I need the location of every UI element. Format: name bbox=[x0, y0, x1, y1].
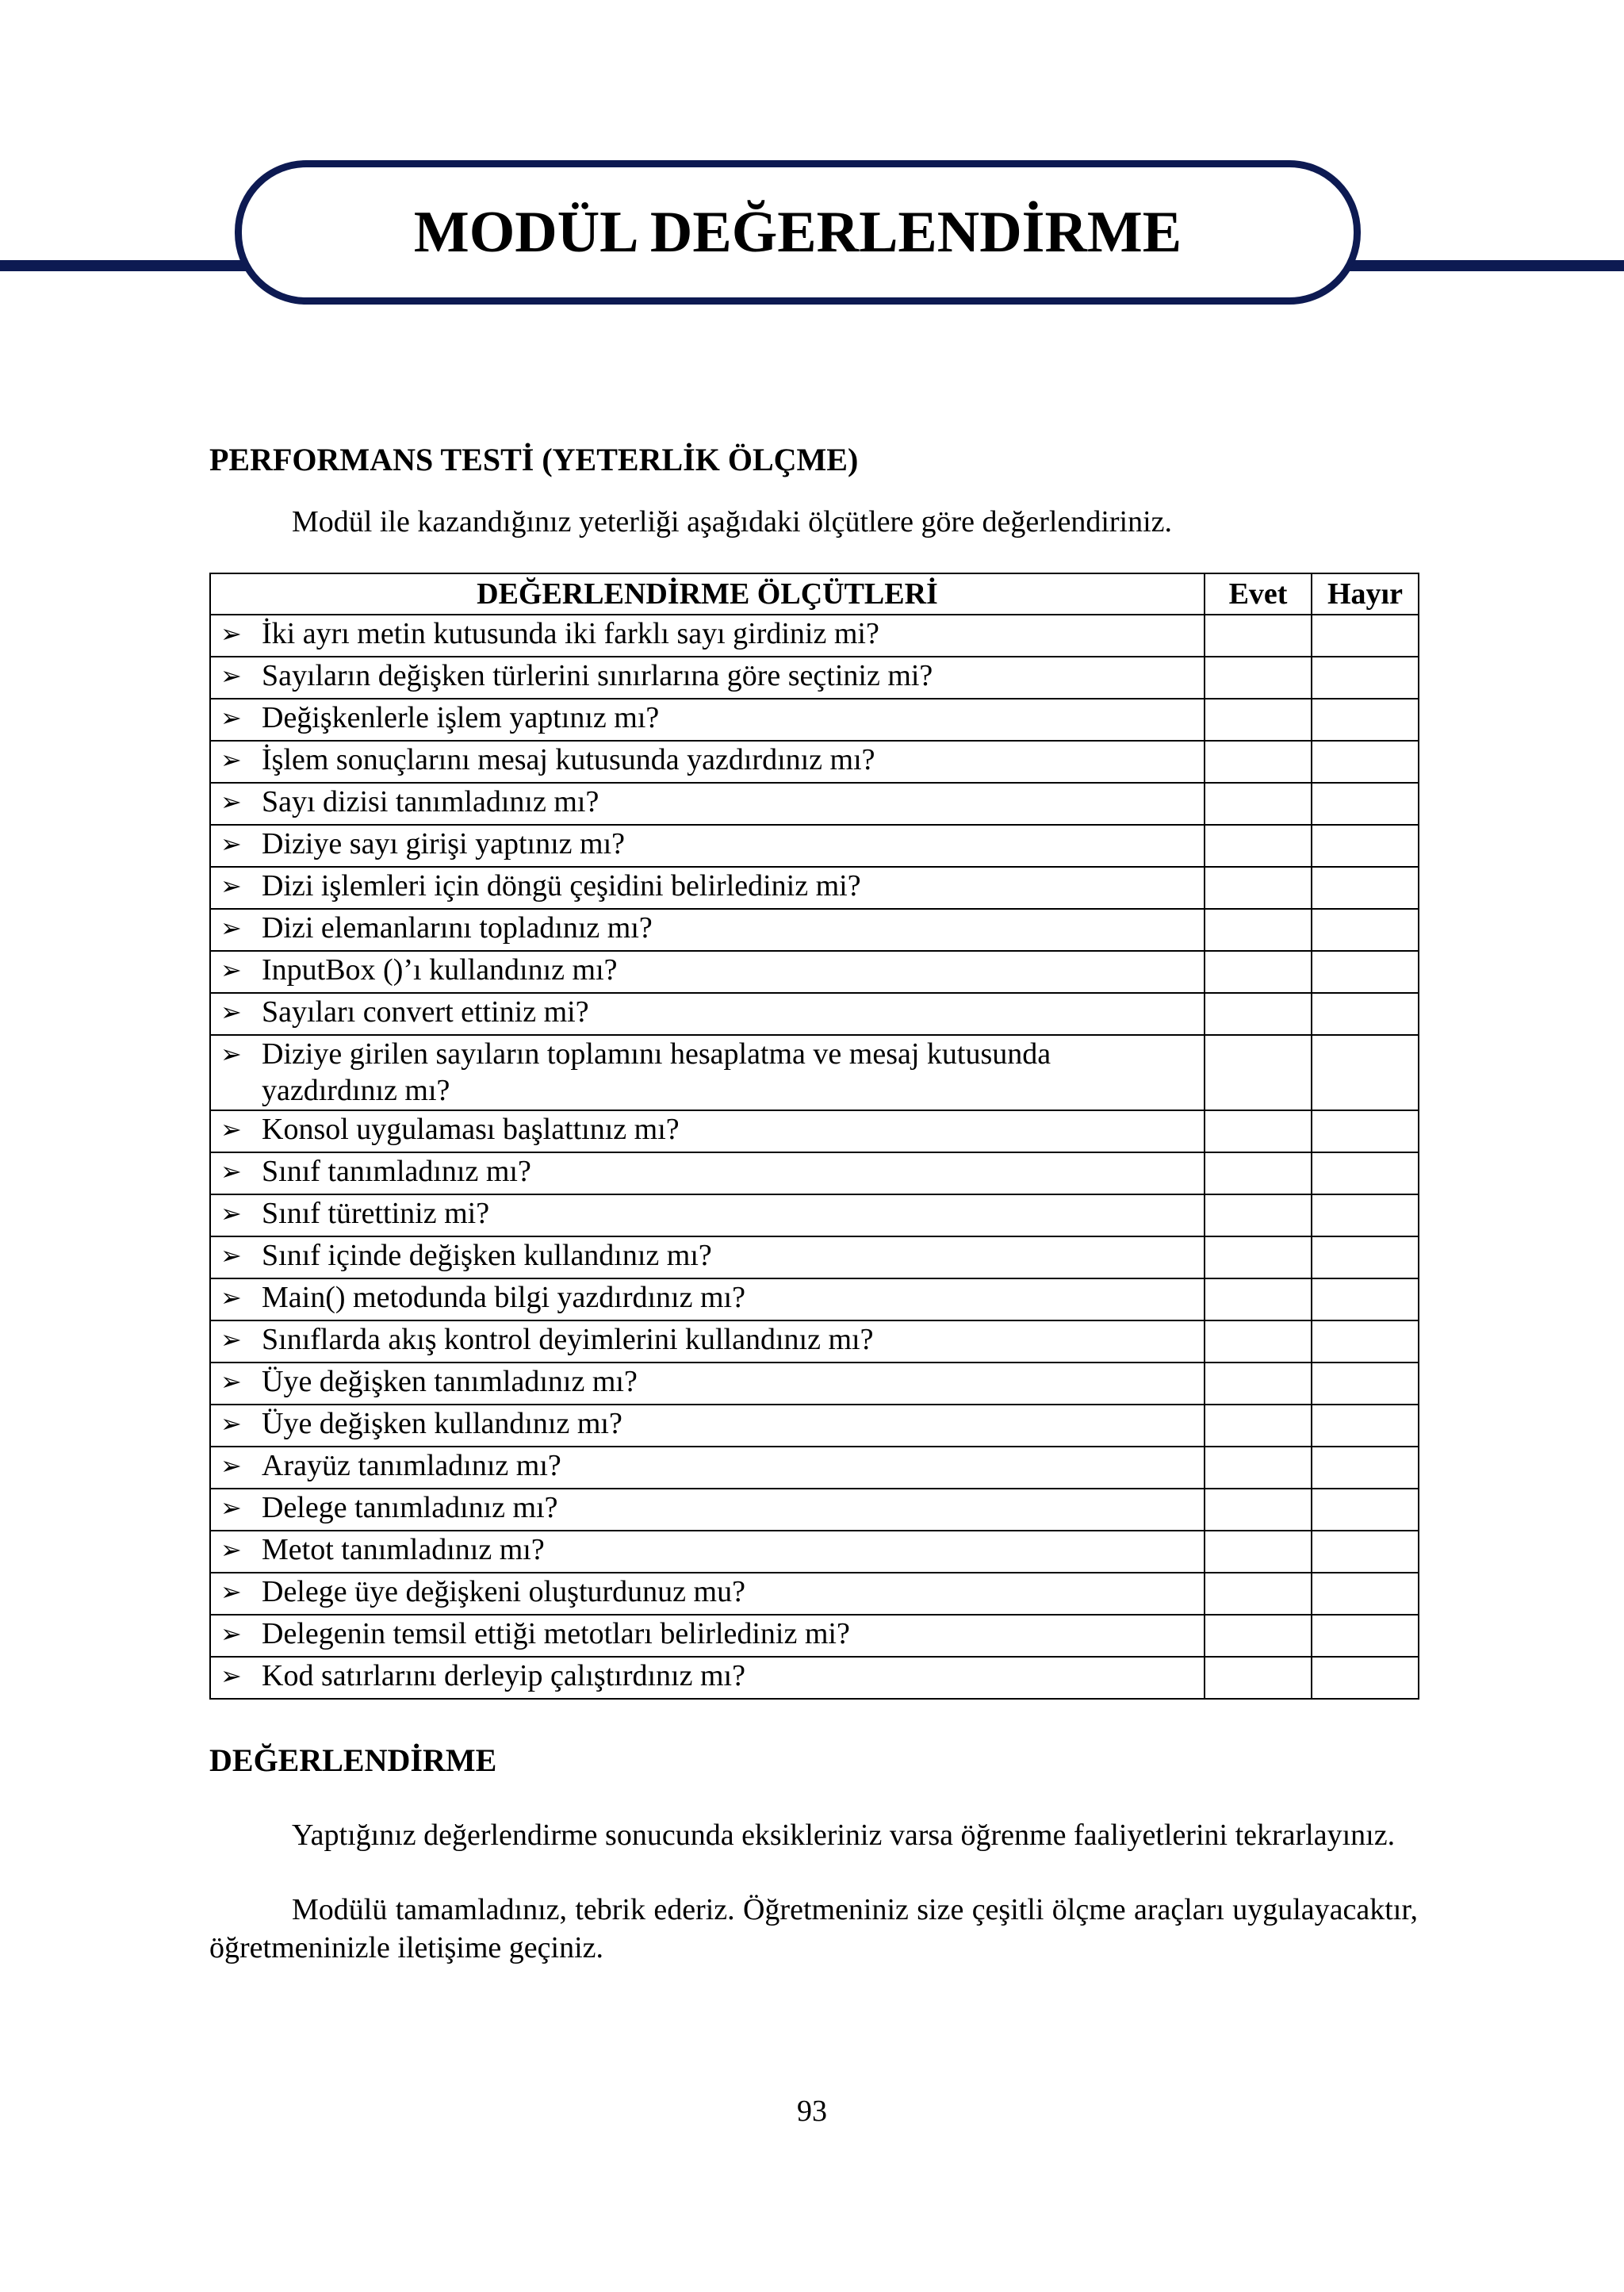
criterion-text: Main() metodunda bilgi yazdırdınız mı? bbox=[262, 1281, 745, 1314]
arrow-bullet-icon: ➢ bbox=[220, 661, 242, 691]
no-checkbox-cell[interactable] bbox=[1312, 1236, 1419, 1278]
performance-test-heading: PERFORMANS TESTİ (YETERLİK ÖLÇME) bbox=[209, 442, 859, 477]
page-title: MODÜL DEĞERLENDİRME bbox=[413, 199, 1182, 265]
yes-checkbox-cell[interactable] bbox=[1205, 867, 1312, 909]
criterion-text: Konsol uygulaması başlattınız mı? bbox=[262, 1113, 680, 1146]
arrow-bullet-icon: ➢ bbox=[220, 703, 242, 733]
table-row bbox=[210, 993, 1419, 1035]
yes-checkbox-cell[interactable] bbox=[1205, 1405, 1312, 1447]
no-checkbox-cell[interactable] bbox=[1312, 1573, 1419, 1615]
arrow-bullet-icon: ➢ bbox=[220, 1156, 242, 1186]
yes-checkbox-cell[interactable] bbox=[1205, 1110, 1312, 1152]
no-checkbox-cell[interactable] bbox=[1312, 615, 1419, 657]
table-row bbox=[210, 1657, 1419, 1699]
criterion-text: Sayıların değişken türlerini sınırlarına göre seçtiniz mi? bbox=[262, 659, 933, 692]
table-row bbox=[210, 867, 1419, 909]
yes-checkbox-cell[interactable] bbox=[1205, 909, 1312, 951]
no-checkbox-cell[interactable] bbox=[1312, 741, 1419, 783]
criterion-text: Kod satırlarını derleyip çalıştırdınız mı? bbox=[262, 1659, 745, 1692]
table-row bbox=[210, 1405, 1419, 1447]
criterion-text: Diziye sayı girişi yaptınız mı? bbox=[262, 827, 626, 860]
no-checkbox-cell[interactable] bbox=[1312, 1531, 1419, 1573]
criterion-cell bbox=[210, 1278, 1205, 1320]
table-row bbox=[210, 1152, 1419, 1194]
no-checkbox-cell[interactable] bbox=[1312, 993, 1419, 1035]
evaluation-paragraph-1: Yaptığınız değerlendirme sonucunda eksikleriniz varsa öğrenme faaliyetlerini tekrarlayınız. bbox=[292, 1819, 1396, 1852]
criterion-cell bbox=[210, 699, 1205, 741]
arrow-bullet-icon: ➢ bbox=[220, 1493, 242, 1523]
no-checkbox-cell[interactable] bbox=[1312, 1320, 1419, 1363]
yes-checkbox-cell[interactable] bbox=[1205, 1035, 1312, 1110]
arrow-bullet-icon: ➢ bbox=[220, 1282, 242, 1313]
criteria-table bbox=[209, 573, 1419, 1700]
arrow-bullet-icon: ➢ bbox=[220, 1366, 242, 1397]
table-row bbox=[210, 825, 1419, 867]
table-row bbox=[210, 1236, 1419, 1278]
table-row bbox=[210, 1110, 1419, 1152]
criterion-cell bbox=[210, 615, 1205, 657]
yes-checkbox-cell[interactable] bbox=[1205, 615, 1312, 657]
criterion-text: Delege tanımladınız mı? bbox=[262, 1491, 558, 1524]
criterion-cell bbox=[210, 825, 1205, 867]
table-row bbox=[210, 783, 1419, 825]
criteria-column-header: DEĞERLENDİRME ÖLÇÜTLERİ bbox=[210, 573, 1205, 615]
criterion-cell bbox=[210, 1152, 1205, 1194]
yes-checkbox-cell[interactable] bbox=[1205, 1194, 1312, 1236]
criterion-text: Değişkenlerle işlem yaptınız mı? bbox=[262, 701, 660, 734]
table-row bbox=[210, 657, 1419, 699]
yes-checkbox-cell[interactable] bbox=[1205, 1531, 1312, 1573]
no-checkbox-cell[interactable] bbox=[1312, 699, 1419, 741]
no-checkbox-cell[interactable] bbox=[1312, 825, 1419, 867]
table-row bbox=[210, 1489, 1419, 1531]
criterion-cell bbox=[210, 1236, 1205, 1278]
yes-checkbox-cell[interactable] bbox=[1205, 1657, 1312, 1699]
criterion-cell bbox=[210, 1573, 1205, 1615]
table-header-row bbox=[210, 573, 1419, 615]
evaluation-paragraph-2: Modülü tamamladınız, tebrik ederiz. Öğretmeniniz size çeşitli ölçme araçları uygulayacaktır, öğretmeninizle iletişime geçiniz. bbox=[209, 1893, 1418, 1964]
yes-checkbox-cell[interactable] bbox=[1205, 1278, 1312, 1320]
arrow-bullet-icon: ➢ bbox=[220, 1661, 242, 1691]
table-row bbox=[210, 1194, 1419, 1236]
yes-checkbox-cell[interactable] bbox=[1205, 993, 1312, 1035]
criterion-text: Dizi elemanlarını topladınız mı? bbox=[262, 911, 653, 945]
criterion-cell bbox=[210, 783, 1205, 825]
criterion-text: Metot tanımladınız mı? bbox=[262, 1533, 545, 1566]
criterion-cell bbox=[210, 993, 1205, 1035]
arrow-bullet-icon: ➢ bbox=[220, 745, 242, 775]
no-checkbox-cell[interactable] bbox=[1312, 909, 1419, 951]
criterion-text: Sınıf tanımladınız mı? bbox=[262, 1155, 531, 1188]
yes-checkbox-cell[interactable] bbox=[1205, 699, 1312, 741]
yes-checkbox-cell[interactable] bbox=[1205, 657, 1312, 699]
criterion-text: Sayı dizisi tanımladınız mı? bbox=[262, 785, 599, 818]
criterion-cell bbox=[210, 1405, 1205, 1447]
header-banner bbox=[235, 160, 1361, 305]
criterion-text: Üye değişken kullandınız mı? bbox=[262, 1407, 622, 1440]
no-checkbox-cell[interactable] bbox=[1312, 1657, 1419, 1699]
criterion-cell bbox=[210, 1035, 1205, 1110]
table-row bbox=[210, 1447, 1419, 1489]
arrow-bullet-icon: ➢ bbox=[220, 1324, 242, 1355]
arrow-bullet-icon: ➢ bbox=[220, 1114, 242, 1144]
criterion-text: Arayüz tanımladınız mı? bbox=[262, 1449, 561, 1482]
criterion-cell bbox=[210, 1615, 1205, 1657]
arrow-bullet-icon: ➢ bbox=[220, 1451, 242, 1481]
arrow-bullet-icon: ➢ bbox=[220, 1198, 242, 1228]
no-checkbox-cell[interactable] bbox=[1312, 951, 1419, 993]
yes-checkbox-cell[interactable] bbox=[1205, 1615, 1312, 1657]
criterion-text: İki ayrı metin kutusunda iki farklı sayı girdiniz mi? bbox=[262, 617, 879, 650]
arrow-bullet-icon: ➢ bbox=[220, 1619, 242, 1649]
yes-checkbox-cell[interactable] bbox=[1205, 1236, 1312, 1278]
page-number: 93 bbox=[797, 2095, 827, 2128]
criterion-cell bbox=[210, 1363, 1205, 1405]
arrow-bullet-icon: ➢ bbox=[220, 955, 242, 985]
criterion-text: Delegenin temsil ettiği metotları belirlediniz mi? bbox=[262, 1617, 850, 1650]
table-row bbox=[210, 1035, 1419, 1110]
table-row bbox=[210, 699, 1419, 741]
criterion-cell bbox=[210, 951, 1205, 993]
performance-test-intro: Modül ile kazandığınız yeterliği aşağıdaki ölçütlere göre değerlendiriniz. bbox=[292, 505, 1173, 539]
table-row bbox=[210, 615, 1419, 657]
arrow-bullet-icon: ➢ bbox=[220, 913, 242, 943]
table-row bbox=[210, 1573, 1419, 1615]
criterion-text: Üye değişken tanımladınız mı? bbox=[262, 1365, 638, 1398]
criterion-cell bbox=[210, 1657, 1205, 1699]
criterion-cell bbox=[210, 909, 1205, 951]
arrow-bullet-icon: ➢ bbox=[220, 1535, 242, 1565]
evaluation-heading: DEĞERLENDİRME bbox=[209, 1742, 497, 1778]
table-row bbox=[210, 1531, 1419, 1573]
arrow-bullet-icon: ➢ bbox=[220, 619, 242, 649]
no-checkbox-cell[interactable] bbox=[1312, 1278, 1419, 1320]
criterion-text: Dizi işlemleri için döngü çeşidini belirlediniz mi? bbox=[262, 869, 861, 903]
criterion-cell bbox=[210, 1531, 1205, 1573]
criterion-cell bbox=[210, 1320, 1205, 1363]
criterion-text: InputBox ()’ı kullandınız mı? bbox=[262, 953, 618, 987]
criterion-cell bbox=[210, 1110, 1205, 1152]
yes-column-header: Evet bbox=[1205, 573, 1312, 615]
criterion-text: İşlem sonuçlarını mesaj kutusunda yazdırdınız mı? bbox=[262, 743, 875, 776]
no-checkbox-cell[interactable] bbox=[1312, 1110, 1419, 1152]
criterion-text: Sınıf türettiniz mi? bbox=[262, 1197, 490, 1230]
criterion-cell bbox=[210, 657, 1205, 699]
arrow-bullet-icon: ➢ bbox=[220, 871, 242, 901]
no-checkbox-cell[interactable] bbox=[1312, 1405, 1419, 1447]
yes-checkbox-cell[interactable] bbox=[1205, 1447, 1312, 1489]
no-checkbox-cell[interactable] bbox=[1312, 1363, 1419, 1405]
no-checkbox-cell[interactable] bbox=[1312, 1489, 1419, 1531]
criterion-cell bbox=[210, 1489, 1205, 1531]
arrow-bullet-icon: ➢ bbox=[220, 1039, 242, 1069]
yes-checkbox-cell[interactable] bbox=[1205, 951, 1312, 993]
no-checkbox-cell[interactable] bbox=[1312, 1152, 1419, 1194]
criterion-text: Sınıflarda akış kontrol deyimlerini kullandınız mı? bbox=[262, 1323, 874, 1356]
arrow-bullet-icon: ➢ bbox=[220, 829, 242, 859]
no-checkbox-cell[interactable] bbox=[1312, 1615, 1419, 1657]
criteria-table-body bbox=[210, 615, 1419, 1699]
yes-checkbox-cell[interactable] bbox=[1205, 783, 1312, 825]
yes-checkbox-cell[interactable] bbox=[1205, 1320, 1312, 1363]
table-row bbox=[210, 1615, 1419, 1657]
yes-checkbox-cell[interactable] bbox=[1205, 1489, 1312, 1531]
arrow-bullet-icon: ➢ bbox=[220, 787, 242, 817]
table-row bbox=[210, 909, 1419, 951]
table-row bbox=[210, 951, 1419, 993]
yes-checkbox-cell[interactable] bbox=[1205, 825, 1312, 867]
arrow-bullet-icon: ➢ bbox=[220, 1409, 242, 1439]
yes-checkbox-cell[interactable] bbox=[1205, 1573, 1312, 1615]
arrow-bullet-icon: ➢ bbox=[220, 1240, 242, 1271]
no-checkbox-cell[interactable] bbox=[1312, 1447, 1419, 1489]
table-row bbox=[210, 1278, 1419, 1320]
no-checkbox-cell[interactable] bbox=[1312, 783, 1419, 825]
no-checkbox-cell[interactable] bbox=[1312, 657, 1419, 699]
criterion-cell bbox=[210, 1447, 1205, 1489]
yes-checkbox-cell[interactable] bbox=[1205, 1152, 1312, 1194]
criterion-cell bbox=[210, 1194, 1205, 1236]
yes-checkbox-cell[interactable] bbox=[1205, 741, 1312, 783]
table-row bbox=[210, 1320, 1419, 1363]
criterion-cell bbox=[210, 741, 1205, 783]
yes-checkbox-cell[interactable] bbox=[1205, 1363, 1312, 1405]
table-row bbox=[210, 1363, 1419, 1405]
no-checkbox-cell[interactable] bbox=[1312, 1035, 1419, 1110]
table-row bbox=[210, 741, 1419, 783]
arrow-bullet-icon: ➢ bbox=[220, 1577, 242, 1607]
arrow-bullet-icon: ➢ bbox=[220, 997, 242, 1027]
no-checkbox-cell[interactable] bbox=[1312, 867, 1419, 909]
criterion-text: Sayıları convert ettiniz mi? bbox=[262, 995, 589, 1029]
criterion-text: Diziye girilen sayıların toplamını hesaplatma ve mesaj kutusunda yazdırdınız mı? bbox=[262, 1037, 1051, 1107]
no-column-header: Hayır bbox=[1312, 573, 1419, 615]
criterion-text: Delege üye değişkeni oluşturdunuz mu? bbox=[262, 1575, 745, 1608]
criterion-text: Sınıf içinde değişken kullandınız mı? bbox=[262, 1239, 712, 1272]
criterion-cell bbox=[210, 867, 1205, 909]
no-checkbox-cell[interactable] bbox=[1312, 1194, 1419, 1236]
